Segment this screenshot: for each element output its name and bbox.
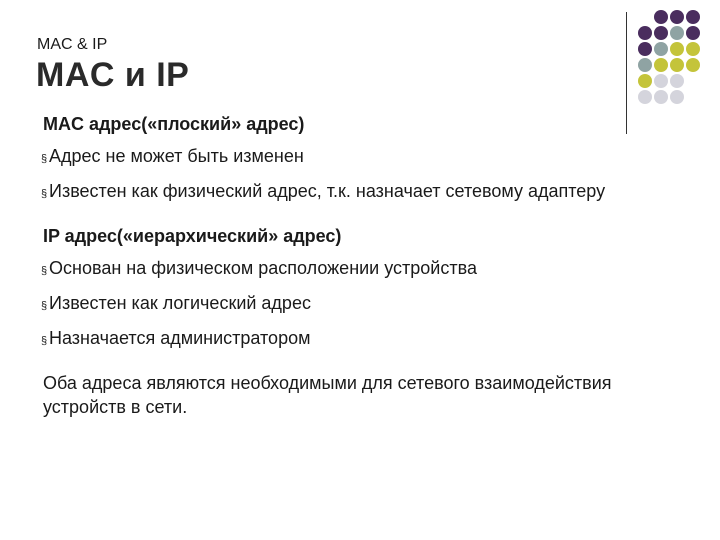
decorative-dot: [686, 10, 700, 24]
decorative-dot: [654, 90, 668, 104]
bullet-icon: §: [41, 335, 48, 347]
decorative-dot: [638, 58, 652, 72]
conclusion-line-2: устройств в сети.: [43, 397, 188, 417]
decorative-dot: [654, 42, 668, 56]
list-item-text: Назначается администратором: [49, 328, 311, 348]
list-item: [43, 291, 703, 318]
decorative-dot-grid: [638, 8, 718, 118]
conclusion-line-1: Оба адреса являются необходимыми для сетевого взаимодействия: [43, 373, 612, 393]
list-item: [43, 256, 703, 283]
list-item: [43, 179, 703, 206]
decorative-dot: [654, 26, 668, 40]
list-item-text: Основан на физическом расположении устройства: [49, 258, 477, 278]
decorative-dot: [670, 42, 684, 56]
decorative-dot: [654, 10, 668, 24]
decorative-dot: [686, 58, 700, 72]
decorative-dot: [670, 58, 684, 72]
mac-heading: MAC адрес(«плоский» адрес): [43, 114, 305, 134]
list-item-text: Известен как физический адрес, т.к. назначает сетевому адаптеру: [49, 181, 606, 201]
slide-content: [43, 112, 703, 419]
decorative-dot: [638, 42, 652, 56]
decorative-dot: [686, 42, 700, 56]
decorative-dot: [670, 26, 684, 40]
slide-subtitle: MAC & IP: [37, 36, 108, 53]
decorative-dot: [654, 58, 668, 72]
list-item-text: Адрес не может быть изменен: [49, 146, 304, 166]
decorative-dot: [670, 90, 684, 104]
list-item-text: Известен как логический адрес: [49, 293, 311, 313]
decorative-dot: [638, 74, 652, 88]
decorative-dot: [670, 10, 684, 24]
bullet-icon: §: [41, 265, 48, 277]
decorative-dot: [638, 90, 652, 104]
bullet-icon: §: [41, 153, 48, 165]
decorative-dot: [670, 74, 684, 88]
bullet-icon: §: [41, 188, 48, 200]
list-item: [43, 326, 703, 353]
decorative-dot: [686, 26, 700, 40]
bullet-icon: §: [41, 300, 48, 312]
decorative-dot: [654, 74, 668, 88]
slide-title: MAC и IP: [36, 56, 190, 94]
list-item: [43, 144, 703, 171]
ip-heading: IP адрес(«иерархический» адрес): [43, 226, 342, 246]
decorative-dot: [638, 26, 652, 40]
conclusion-text: [43, 371, 703, 419]
